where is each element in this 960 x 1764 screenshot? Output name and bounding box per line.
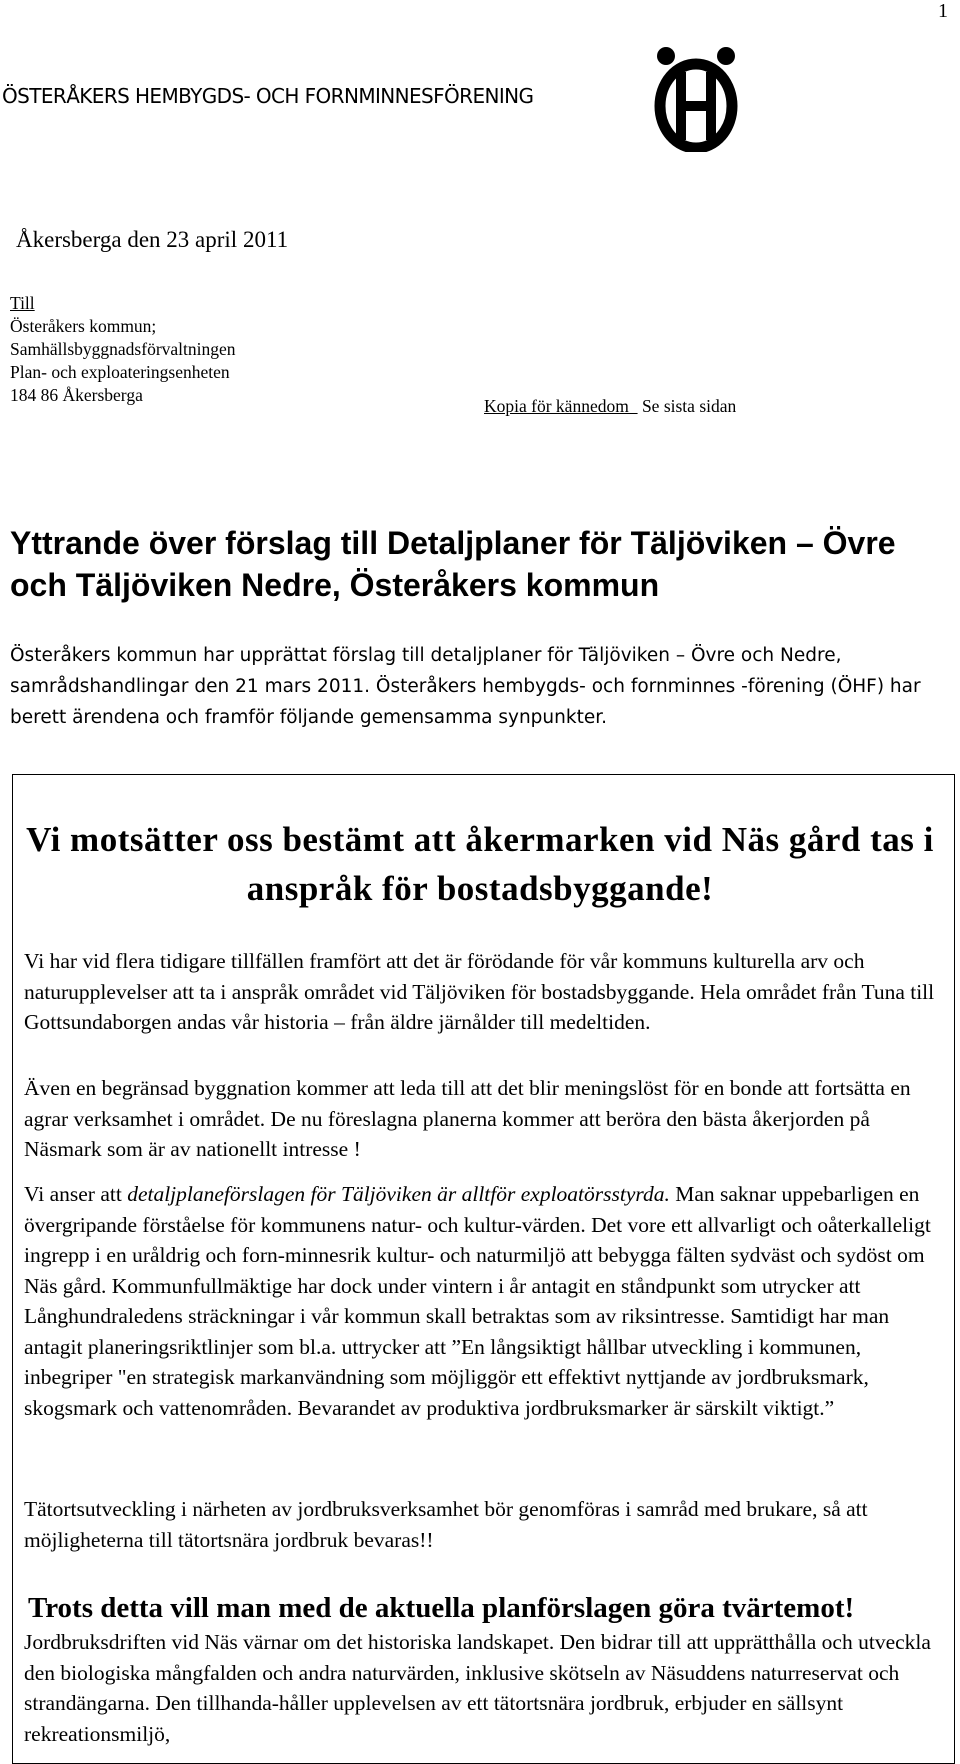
page-number: 1 — [938, 0, 948, 22]
addressee-label: Till — [10, 293, 35, 313]
emphasized-phrase: detaljplaneförslagen för Täljöviken är alltför exploatörsstyrda. — [127, 1182, 670, 1206]
addressee-line: 184 86 Åkersberga — [10, 385, 143, 405]
body-paragraph: Tätortsutveckling i närheten av jordbruksverksamhet bör genomföras i samråd med brukare, så att möjligheterna till tätortsnära jordbruk bevaras!! — [24, 1497, 868, 1552]
addressee-line: Österåkers kommun; — [10, 316, 157, 336]
document-title: Yttrande över förslag till Detaljplaner för Täljöviken – Övre och Täljöviken Nedre, Österåkers kommun — [10, 525, 896, 603]
intro-paragraph: Österåkers kommun har upprättat förslag till detaljplaner för Täljöviken – Övre och Nedre, samrådshandlingar den 21 mars 2011. Österåkers hembygds- och fornminnes -förening (ÖHF) har berett ärendena och framför följande gemensamma synpunkter. — [10, 645, 921, 728]
addressee-line: Plan- och exploateringsenheten — [10, 362, 230, 382]
body-paragraph — [24, 1179, 944, 1423]
copy-label: Kopia för kännedom — [484, 396, 638, 416]
organization-name: ÖSTERÅKERS HEMBYGDS- OCH FORNMINNESFÖRENING — [2, 84, 534, 108]
paragraph-rest: Man saknar uppebarligen en övergripande förståelse för kommunens natur- och kultur-värden. Det vore ett allvarligt och oåterkalleligt ingrepp i en uråldrig och forn-minnesrik kultur- och naturmiljö att bebygga fälten sydväst och sydöst om Näs gård. Kommunfullmäktige har dock under vintern i år antagit en ståndpunkt som utrycker att Långhundraledens sträckningar i vår kommun skall betraktas som av riksintresse. Samtidigt har man antagit planeringsriktlinjer som bl.a. uttrycker att ”En långsiktigt hållbar utveckling i kommunen, inbegriper "en strategisk markanvändning som möjliggör ett effektivt nyttjande av jordbruksmark, skogsmark och vattenområden. Bevarandet av produktiva jordbruksmarker är särskilt viktigt.” — [24, 1182, 931, 1420]
statement-heading: Vi motsätter oss bestämt att åkermarken vid Näs gård tas i anspråk för bostadsbyggande! — [26, 820, 934, 908]
ohf-monogram-logo — [652, 44, 740, 152]
copy-note: Se sista sidan — [637, 396, 737, 416]
body-paragraph: Jordbruksdriften vid Näs värnar om det historiska landskapet. Den bidrar till att upprätthålla och utveckla den biologiska mångfalden och andra naturvärden, inklusive skötseln av Näsuddens naturreservat och strandängarna. Den tillhanda-håller upplevelsen av ett tätortsnära jordbruk, erbjuder en sällsynt rekreationsmiljö, — [24, 1630, 931, 1746]
addressee-block — [10, 292, 236, 407]
addressee-line: Samhällsbyggnadsförvaltningen — [10, 339, 236, 359]
date-line: Åkersberga den 23 april 2011 — [16, 227, 289, 252]
logo-graphic — [652, 44, 740, 152]
body-paragraph: Även en begränsad byggnation kommer att leda till att det blir meningslöst för en bonde att fortsätta en agrar verksamhet i området. De nu föreslagna planerna kommer att beröra den bästa åkerjorden på Näsmark som är av nationellt intresse ! — [24, 1076, 911, 1161]
copy-notice — [484, 396, 736, 417]
sub-heading: Trots detta vill man med de aktuella planförslagen göra tvärtemot! — [28, 1592, 855, 1624]
body-paragraph: Vi har vid flera tidigare tillfällen framfört att det är förödande för vår kommuns kulturella arv och naturupplevelser att ta i anspråk området vid Täljöviken för bostadsbyggande. Hela området från Tuna till Gottsundaborgen andas vår historia – från äldre järnålder till medeltiden. — [24, 949, 935, 1034]
paragraph-prefix: Vi anser att — [24, 1182, 128, 1206]
